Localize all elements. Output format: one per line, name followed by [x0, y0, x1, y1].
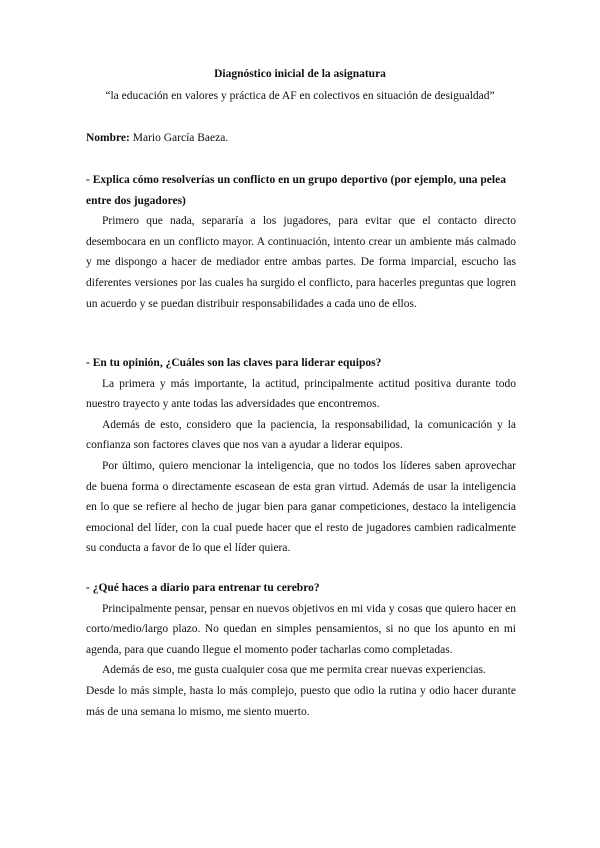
- document-subtitle: “la educación en valores y práctica de AF en colectivos en situación de desigualdad”: [105, 90, 495, 102]
- question-heading: - Explica cómo resolverías un conflicto en un grupo deportivo (por ejemplo, una pelea entre dos jugadores): [86, 174, 506, 207]
- answer-paragraph: Por último, quiero mencionar la inteligencia, que no todos los líderes saben aprovechar de buena forma o directamente escasean de esta gran virtud. Además de usar la inteligencia en lo que se refiere al hecho de jugar bien para ganar competiciones, destaco la inteligencia emocional del líder, con la cual puede hacer que el resto de jugadores cambien radicalmente su conducta a favor de lo que el líder quiera.: [86, 459, 516, 555]
- section-conflict: [86, 170, 516, 314]
- answer-paragraph: Principalmente pensar, pensar en nuevos objetivos en mi vida y cosas que quiero hacer en corto/medio/largo plazo. No quedan en simples pensamientos, si no que los apunto en mi agenda, para que cuando llegue el momento poder tacharlas como completadas.: [86, 602, 516, 656]
- answer-paragraph: Desde lo más simple, hasta lo más complejo, puesto que odio la rutina y odio hacer durante más de una semana lo mismo, me siento muerto.: [86, 684, 516, 718]
- name-value: Mario García Baeza.: [129, 132, 229, 144]
- section-leadership: [86, 353, 516, 559]
- answer-paragraph: Además de esto, considero que la paciencia, la responsabilidad, la comunicación y la confianza son factores claves que nos van a ayudar a liderar equipos.: [86, 418, 516, 452]
- name-label: Nombre:: [86, 132, 130, 144]
- question-heading: - ¿Qué haces a diario para entrenar tu cerebro?: [86, 582, 320, 594]
- answer-paragraph: Primero que nada, separaría a los jugadores, para evitar que el contacto directo desembocara en un conflicto mayor. A continuación, intento crear un ambiente más calmado y me dispongo a hacer de mediador entre ambas partes. De forma imparcial, escucho las diferentes versiones por las cuales ha surgido el conflicto, para hacerles preguntas que logren un acuerdo y se puedan distribuir responsabilidades a cada uno de ellos.: [86, 215, 516, 310]
- question-heading: - En tu opinión, ¿Cuáles son las claves para liderar equipos?: [86, 357, 382, 369]
- document-title: Diagnóstico inicial de la asignatura: [214, 68, 386, 80]
- answer-paragraph: La primera y más importante, la actitud, principalmente actitud positiva durante todo nuestro trayecto y ante todas las adversidades que encontremos.: [86, 377, 516, 411]
- answer-paragraph: Además de eso, me gusta cualquier cosa que me permita crear nuevas experiencias.: [102, 664, 486, 677]
- section-brain-training: [86, 578, 516, 722]
- student-name-line: [86, 132, 228, 144]
